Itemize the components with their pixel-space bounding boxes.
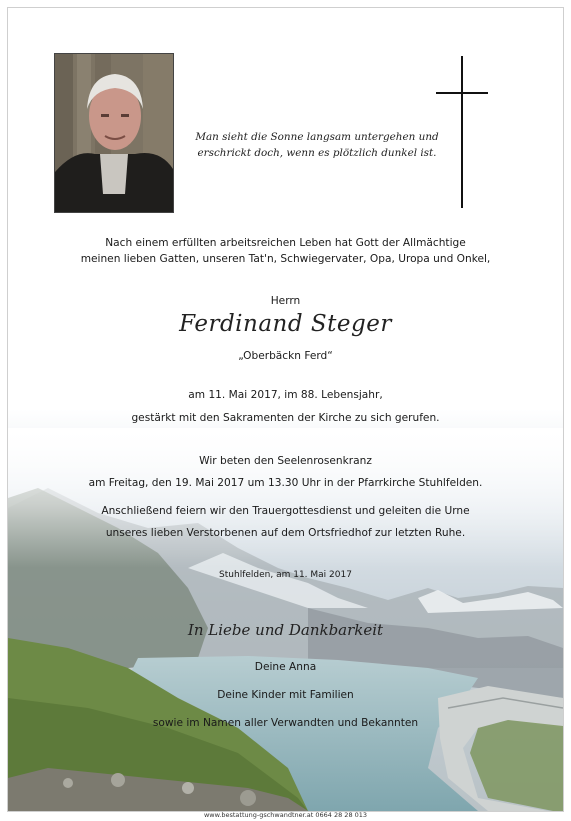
death-line-1: am 11. Mai 2017, im 88. Lebensjahr,: [188, 389, 383, 401]
death-line-2: gestärkt mit den Sakramenten der Kirche zu sich gerufen.: [131, 412, 440, 424]
mourner-line: Deine Kinder mit Familien: [217, 689, 354, 701]
cross-icon: [436, 56, 488, 208]
mourner-line: sowie im Namen aller Verwandten und Bekannten: [152, 717, 419, 729]
closing-phrase: In Liebe und Dankbarkeit: [187, 621, 384, 639]
obituary-card: [7, 7, 564, 812]
funeral-line-1: Anschließend feiern wir den Trauergottesdienst und geleiten die Urne: [101, 505, 470, 517]
quote-line-1: Man sieht die Sonne langsam untergehen und: [195, 131, 439, 143]
rosary-line-2: am Freitag, den 19. Mai 2017 um 13.30 Uhr in der Pfarrkirche Stuhlfelden.: [88, 477, 483, 489]
salutation: Herrn: [270, 295, 301, 307]
intro-line-1: Nach einem erfüllten arbeitsreichen Leben hat Gott der Allmächtige: [105, 237, 466, 249]
rosary-line-1: Wir beten den Seelenrosenkranz: [199, 455, 372, 467]
footer-contact: www.bestattung-gschwandtner.at 0664 28 28 013: [203, 811, 368, 819]
nickname: „Oberbäckn Ferd“: [238, 350, 333, 362]
deceased-name: Ferdinand Steger: [179, 311, 392, 337]
place-date: Stuhlfelden, am 11. Mai 2017: [219, 570, 352, 580]
quote-line-2: erschrickt doch, wenn es plötzlich dunkel ist.: [197, 147, 437, 159]
portrait-photo: [54, 53, 174, 213]
quote: [192, 129, 442, 161]
mourner-line: Deine Anna: [254, 661, 317, 673]
funeral-line-2: unseres lieben Verstorbenen auf dem Ortsfriedhof zur letzten Ruhe.: [105, 527, 466, 539]
intro-line-2: meinen lieben Gatten, unseren Tat'n, Schwiegervater, Opa, Uropa und Onkel,: [80, 253, 491, 265]
